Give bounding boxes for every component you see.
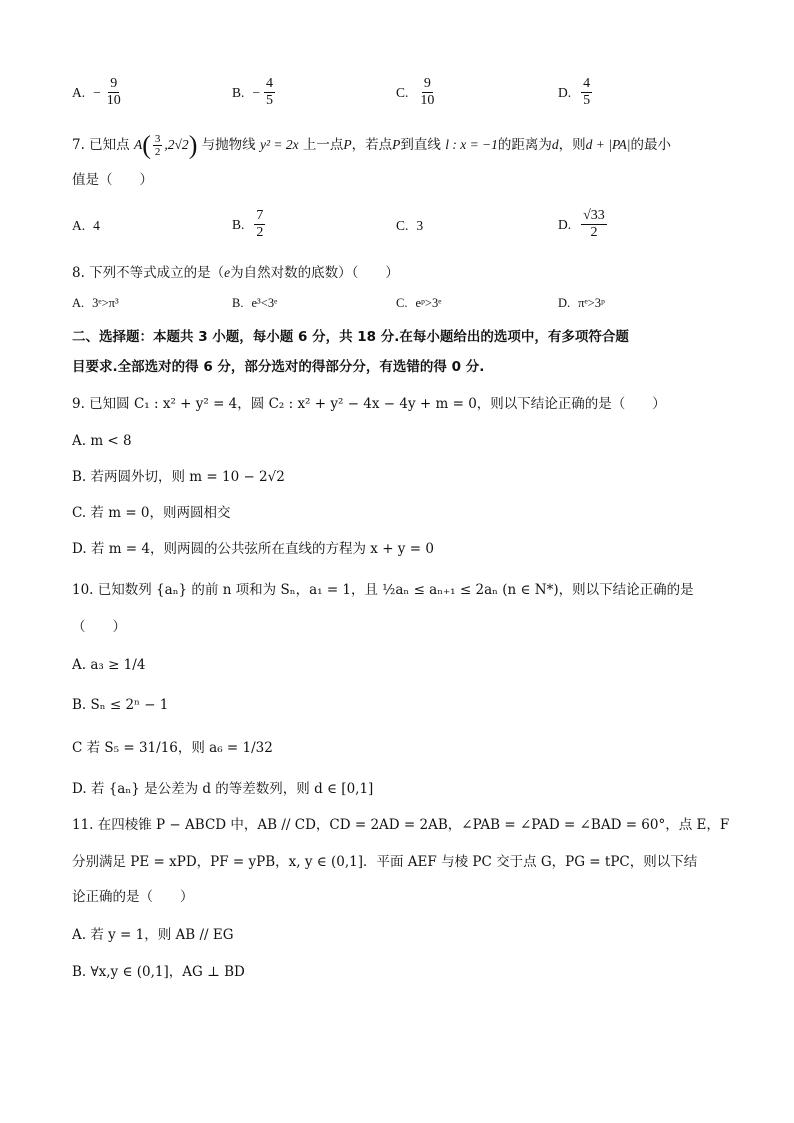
q9-stem: 9. 已知圆 C₁ : x² + y² = 4，圆 C₂ : x² + y² − 4x − 4y + m = 0，则以下结论正确的是（ ）	[72, 396, 666, 412]
q6-option-b: B. − $\frac{4}{5}$	[232, 76, 274, 108]
q10-option-a: A. a₃ ≥ 1/4	[72, 657, 146, 673]
q7-stem-line2: 值是（ ）	[72, 172, 153, 188]
q7-option-c: C. 3	[396, 218, 424, 233]
q8-stem: 8. 下列不等式成立的是（e为自然对数的底数）（ ）	[72, 265, 399, 281]
q11-stem: 11. 在四棱锥 P − ABCD 中，AB // CD，CD = 2AD = 2AB，∠PAB = ∠PAD = ∠BAD = 60°，点 E，F	[72, 817, 730, 833]
fraction-denominator: 10	[420, 93, 435, 108]
q10-option-b: B. Sₙ ≤ 2ⁿ − 1	[72, 697, 169, 713]
q7-option-a: A. 4	[72, 218, 100, 233]
q6-option-a: A. − $\frac{9}{10}$	[72, 76, 121, 108]
q8-option-a: A. 3ᵉ>π³	[72, 296, 119, 310]
q9-option-b: B. 若两圆外切，则 m = 10 − 2√2	[72, 469, 285, 485]
fraction-numerator: 9	[423, 76, 431, 91]
q11-option-b: B. ∀x,y ∈ (0,1]，AG ⊥ BD	[72, 964, 245, 980]
q11-option-a: A. 若 y = 1，则 AB // EG	[72, 927, 234, 943]
q9-option-a: A. m < 8	[72, 433, 132, 449]
q11-stem-line3: 论正确的是（ ）	[72, 889, 194, 905]
q8-option-b: B. e³<3ᵉ	[232, 296, 278, 310]
fraction-denominator: 5	[583, 93, 591, 108]
q8-option-d: D. πᵉ>3ᵖ	[558, 296, 605, 310]
q10-option-d: D. 若 {aₙ} 是公差为 d 的等差数列，则 d ∈ [0,1]	[72, 781, 374, 797]
q9-option-d: D. 若 m = 4，则两圆的公共弦所在直线的方程为 x + y = 0	[72, 541, 434, 557]
q8-option-c: C. eᵖ>3ᵉ	[396, 296, 442, 310]
q6-option-d: D. $\frac{4}{5}$	[558, 76, 591, 108]
q7-stem: 7. 已知点 A( $\frac{3}{2}$ ,2√2) 与抛物线 y² = 2x 上一点P，若点P到直线 l : x = −1的距离为d，则d + |PA|的最小	[72, 130, 671, 160]
q7-option-d: D. $\frac{√33}{2}$	[558, 208, 605, 240]
q10-stem-line2: （ ）	[72, 619, 126, 635]
section-2-heading-line2: 目要求.全部选对的得 6 分，部分选对的得部分分，有选错的得 0 分.	[72, 359, 485, 375]
q10-stem: 10. 已知数列 {aₙ} 的前 n 项和为 Sₙ，a₁ = 1，且 ½aₙ ≤ aₙ₊₁ ≤ 2aₙ (n ∈ N*)，则以下结论正确的是	[72, 582, 694, 598]
fraction-numerator: 9	[110, 76, 118, 91]
section-2-heading: 二、选择题：本题共 3 小题，每小题 6 分，共 18 分.在每小题给出的选项中，有多项符合题	[72, 329, 629, 345]
q9-option-c: C. 若 m = 0，则两圆相交	[72, 505, 231, 521]
q7-option-b: B. $\frac{7}{2}$	[232, 208, 264, 240]
q11-stem-line2: 分别满足 PE = xPD，PF = yPB，x, y ∈ (0,1]．平面 AEF 与棱 PC 交于点 G，PG = tPC，则以下结	[72, 854, 698, 870]
fraction-numerator: 4	[583, 76, 591, 91]
fraction-denominator: 5	[266, 93, 274, 108]
fraction-numerator: 4	[266, 76, 274, 91]
q6-option-c: C. $\frac{9}{10}$	[396, 76, 435, 108]
q10-option-c: C 若 S₅ = 31/16，则 a₆ = 1/32	[72, 740, 273, 756]
fraction-denominator: 10	[106, 93, 121, 108]
